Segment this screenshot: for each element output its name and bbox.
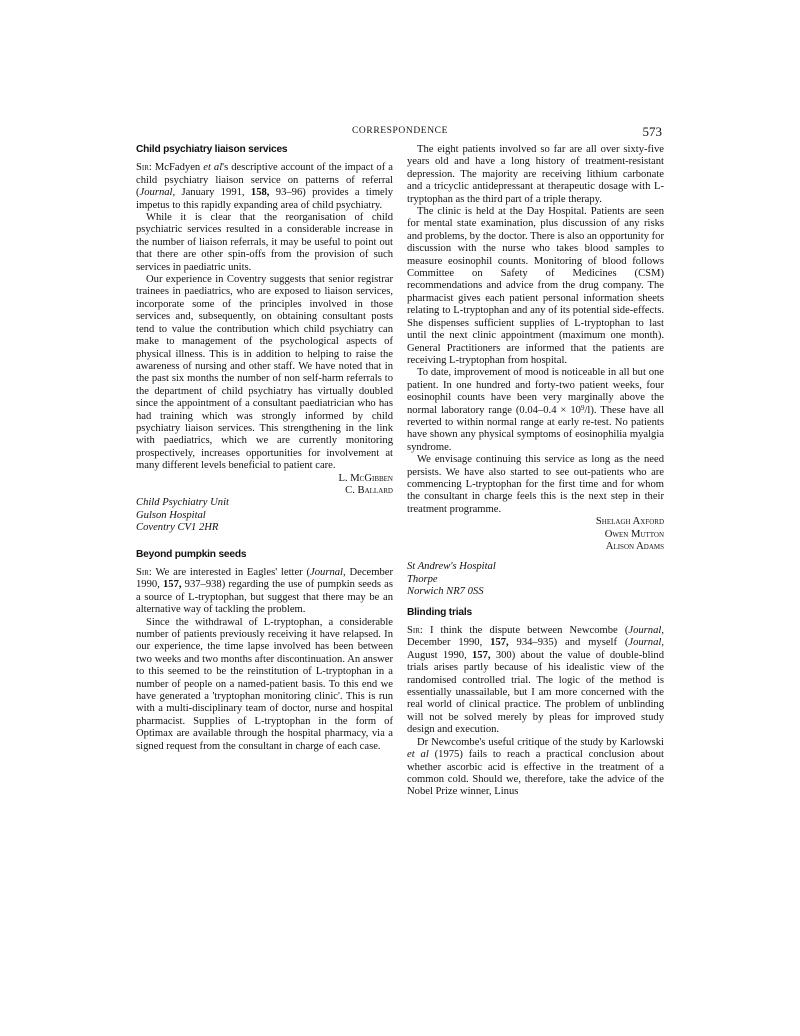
salutation: Sir: (136, 567, 152, 578)
spacer (407, 553, 664, 561)
article2-paragraph-6: We envisage continuing this service as long as the need persists. We have also started to see out-patients who are commencing L-tryptophan for the first time and for whom the consultant in charge feels this is the next step in their treatment programme. (407, 454, 664, 515)
article1-paragraph-2: While it is clear that the reorganisation of child psychiatric services resulted in a considerable increase in the number of liaison referrals, it may be useful to point out that there are other spin-offs from the provision of such services in paediatric units. (136, 212, 393, 273)
text-run: I think the dispute between Newcombe ( (429, 625, 629, 637)
spacer (407, 599, 664, 607)
journal-name: Journal, (628, 625, 664, 637)
text-run: August 1990, (407, 649, 467, 661)
article2-paragraph-5 (407, 367, 664, 454)
salutation: Sir: (407, 625, 423, 637)
text-run: To date, improvement of mood is noticeable in all but one patient. In one hundred and forty-two patient weeks, four eosinophil counts have been very marginally above the normal laboratory range (0.04–0.4 × 10 (407, 367, 664, 416)
running-head: CORRESPONDENCE (351, 126, 449, 136)
article2-paragraph-4: The clinic is held at the Day Hospital. Patients are seen for mental state examination, plus discussion of any risks and problems, by the doctor. There is also an opportunity for discussion with the nurse who takes blood samples to measure eosinophil counts. Monitoring of blood follows Committee on Safety of Medicines (CSM) recommendations and advice from the drug company. The pharmacist gives each patient personal information sheets relating to L-tryptophan and any of its potential side-effects. She dispenses sufficient supplies of L-tryptophan to last until the next clinic appointment (maximum one month). General Practitioners are informed that the patients are receiving L-tryptophan from hospital. (407, 206, 664, 366)
right-column (407, 144, 664, 799)
article3-paragraph-1 (407, 625, 664, 737)
text-run: McFadyen (154, 162, 201, 174)
address-line: Thorpe (407, 573, 438, 585)
signature: C. Ballard (345, 484, 393, 496)
signature: Shelagh Axford (595, 516, 664, 528)
volume-number: 157, (472, 649, 491, 661)
address-line: St Andrew's Hospital (407, 561, 496, 573)
page-number: 573 (642, 124, 662, 139)
article2-paragraph-1 (136, 567, 393, 617)
text-run: January 1991, (181, 187, 245, 199)
address-line: Child Psychiatry Unit (136, 497, 229, 509)
text-run: et al (203, 162, 223, 174)
page-header (136, 124, 664, 140)
volume-number: 158, (250, 187, 270, 199)
salutation: Sir: (136, 162, 152, 174)
article1-paragraph-1 (136, 162, 393, 212)
signature: Alison Adams (605, 541, 664, 552)
article2-paragraph-3: The eight patients involved so far are all over sixty-five years old and have a long history of treatment-resistant depression. The majority are receiving lithium carbonate and a tricyclic antidepressant at therapeutic dosage with L-tryptophan as the third part of a triple therapy. (407, 144, 664, 205)
article-heading-blinding-trials: Blinding trials (407, 606, 472, 618)
volume-number: 157, (490, 637, 509, 649)
journal-name: Journal, (139, 187, 176, 199)
article2-paragraph-2: Since the withdrawal of L-tryptophan, a considerable number of patients previously receiving it have relapsed. In our experience, the time lapse involved has been between two weeks and two months after discontinuation. An answer to this seemed to be the reinstitution of L-tryptophan in a number of people on a named-patient basis. To this end we have generated a 'tryptophan monitoring clinic'. This is run with a multi-disciplinary team of doctor, nurse and hospital pharmacist. Supplies of L-tryptophan in the form of Optimax are available through the hospital pharmacy, via a signed request from the consultant in charge of each case. (136, 616, 393, 752)
text-run: /l). These have all reverted to within normal range at early re-test. No patients have shown any physical symptoms of eosinophilia myalgia syndrome. (407, 404, 665, 453)
text-run: Dr Newcombe's useful critique of the study by Karlowski (417, 736, 664, 748)
text-run: December 1990, (136, 567, 394, 591)
article-heading-child-psychiatry: Child psychiatry liaison services (136, 144, 288, 155)
text-run: 934–935) and myself ( (516, 637, 629, 649)
text-run: December 1990, (407, 637, 483, 649)
signature: Owen Mutton (604, 528, 664, 540)
address-line: Gulson Hospital (136, 509, 206, 521)
volume-number: 157, (162, 579, 182, 591)
journal-name: Journal, (310, 567, 346, 578)
address-line: Coventry CV1 2HR (136, 522, 219, 534)
left-column (136, 144, 393, 753)
text-run: We are interested in Eagles' letter ( (155, 567, 311, 578)
text-run: 93–96) provides a timely impetus to this rapidly expanding area of child psychiatry. (136, 187, 394, 211)
address-line: Norwich NR7 0SS (407, 586, 484, 598)
text-run: 300) about the value of double-blind trials arises partly because of his idealistic view of the randomised controlled trial. The logic of the method is essentially unassailable, but I am more concerned with the real world of clinical practice. The problem of unblinding will not be solved merely by pleas for improved study design and execution. (407, 649, 664, 736)
text-run: 937–938) regarding the use of pumpkin seeds as a source of L-tryptophan, but suggest that there may be an alternative way of tackling the problem. (136, 579, 393, 616)
spacer (136, 535, 393, 549)
journal-name: Journal, (628, 637, 664, 649)
text-run: 's descriptive account of the impact of a child psychiatry liaison service on patterns of referral ( (136, 162, 393, 199)
text-run: (1975) fails to reach a practical conclusion about whether ascorbic acid is effective in the treatment of a common cold. Should we, therefore, take the advice of the Nobel Prize winner, Linus (407, 749, 664, 798)
article3-paragraph-2 (407, 737, 664, 799)
article1-paragraph-3: Our experience in Coventry suggests that senior registrar trainees in paediatrics, who are exposed to liaison services, incorporate some of the principles involved in those services and, subsequently, on obtaining consultant posts tend to value the contribution which child psychiatry can make to management of the psychological aspects of physical illness. This is in addition to helping to raise the awareness of nursing and other staff. We have noted that in the past six months the number of non self-harm referrals to the department of child psychiatry has virtually doubled since the appointment of a consultant paediatrician who has had training which was strongly informed by child psychiatry liaison services. This strengthening in the link with paediatrics, which we are currently monitoring prospectively, increases opportunities for involvement at many different levels beneficial to patient care. (136, 274, 393, 472)
article-heading-pumpkin-seeds: Beyond pumpkin seeds (136, 548, 247, 560)
signature: L. McGibben (338, 472, 393, 484)
text-run: et al (407, 749, 429, 761)
superscript: 9 (580, 403, 585, 412)
